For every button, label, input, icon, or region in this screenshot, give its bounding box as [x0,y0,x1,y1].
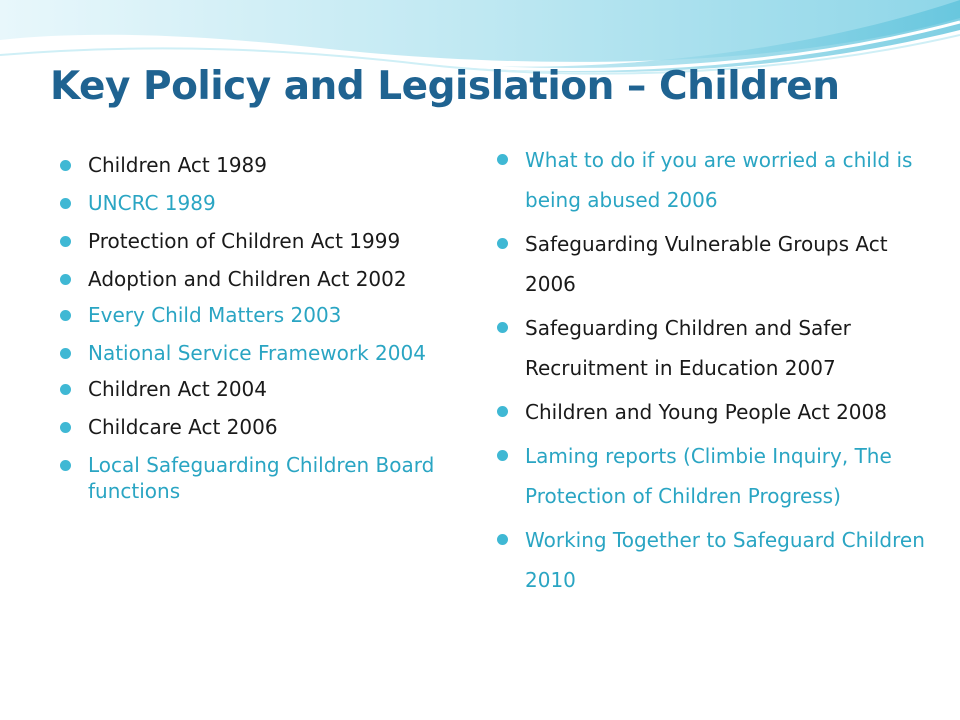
bullet-icon [60,310,71,321]
list-item-text: Protection of Children Act 1999 [88,229,401,253]
bullet-icon [497,450,508,461]
list-item-text: Children Act 2004 [88,377,267,401]
list-item-text: What to do if you are worried a child is being abused 2006 [525,148,913,212]
bullet-icon [497,534,508,545]
list-item [60,302,440,328]
list-item-text: UNCRC 1989 [88,191,216,215]
bullet-icon [497,406,508,417]
list-item-text: Childcare Act 2006 [88,415,278,439]
bullet-icon [497,154,508,165]
bullet-icon [60,198,71,209]
list-item-text: Safeguarding Vulnerable Groups Act 2006 [525,232,888,296]
list-item [60,152,440,178]
bullet-icon [60,460,71,471]
slide-title: Key Policy and Legislation – Children [50,64,840,109]
bullet-icon [60,422,71,433]
list-item [60,376,440,402]
list-item-text: Working Together to Safeguard Children 2010 [525,528,925,592]
bullet-icon [60,160,71,171]
list-item-text: Every Child Matters 2003 [88,303,342,327]
list-item [60,414,440,440]
left-policy-list [60,152,440,516]
list-item-text: Local Safeguarding Children Board functions [88,453,435,503]
list-item-text: Safeguarding Children and Safer Recruitment in Education 2007 [525,316,851,380]
list-item [497,308,937,388]
list-item [497,436,937,516]
bullet-icon [497,322,508,333]
list-item [60,266,440,292]
list-item [497,140,937,220]
right-policy-list [497,140,937,604]
list-item-text: Laming reports (Climbie Inquiry, The Protection of Children Progress) [525,444,892,508]
bullet-icon [60,348,71,359]
bullet-icon [497,238,508,249]
list-item [60,228,440,254]
list-item [60,190,440,216]
bullet-icon [60,236,71,247]
bullet-icon [60,384,71,395]
list-item-text: Children Act 1989 [88,153,267,177]
list-item [497,224,937,304]
bullet-icon [60,274,71,285]
list-item-text: Children and Young People Act 2008 [525,400,887,424]
list-item [497,392,937,432]
list-item [60,340,440,366]
list-item [60,452,440,504]
list-item-text: Adoption and Children Act 2002 [88,267,407,291]
list-item-text: National Service Framework 2004 [88,341,426,365]
list-item [497,520,937,600]
